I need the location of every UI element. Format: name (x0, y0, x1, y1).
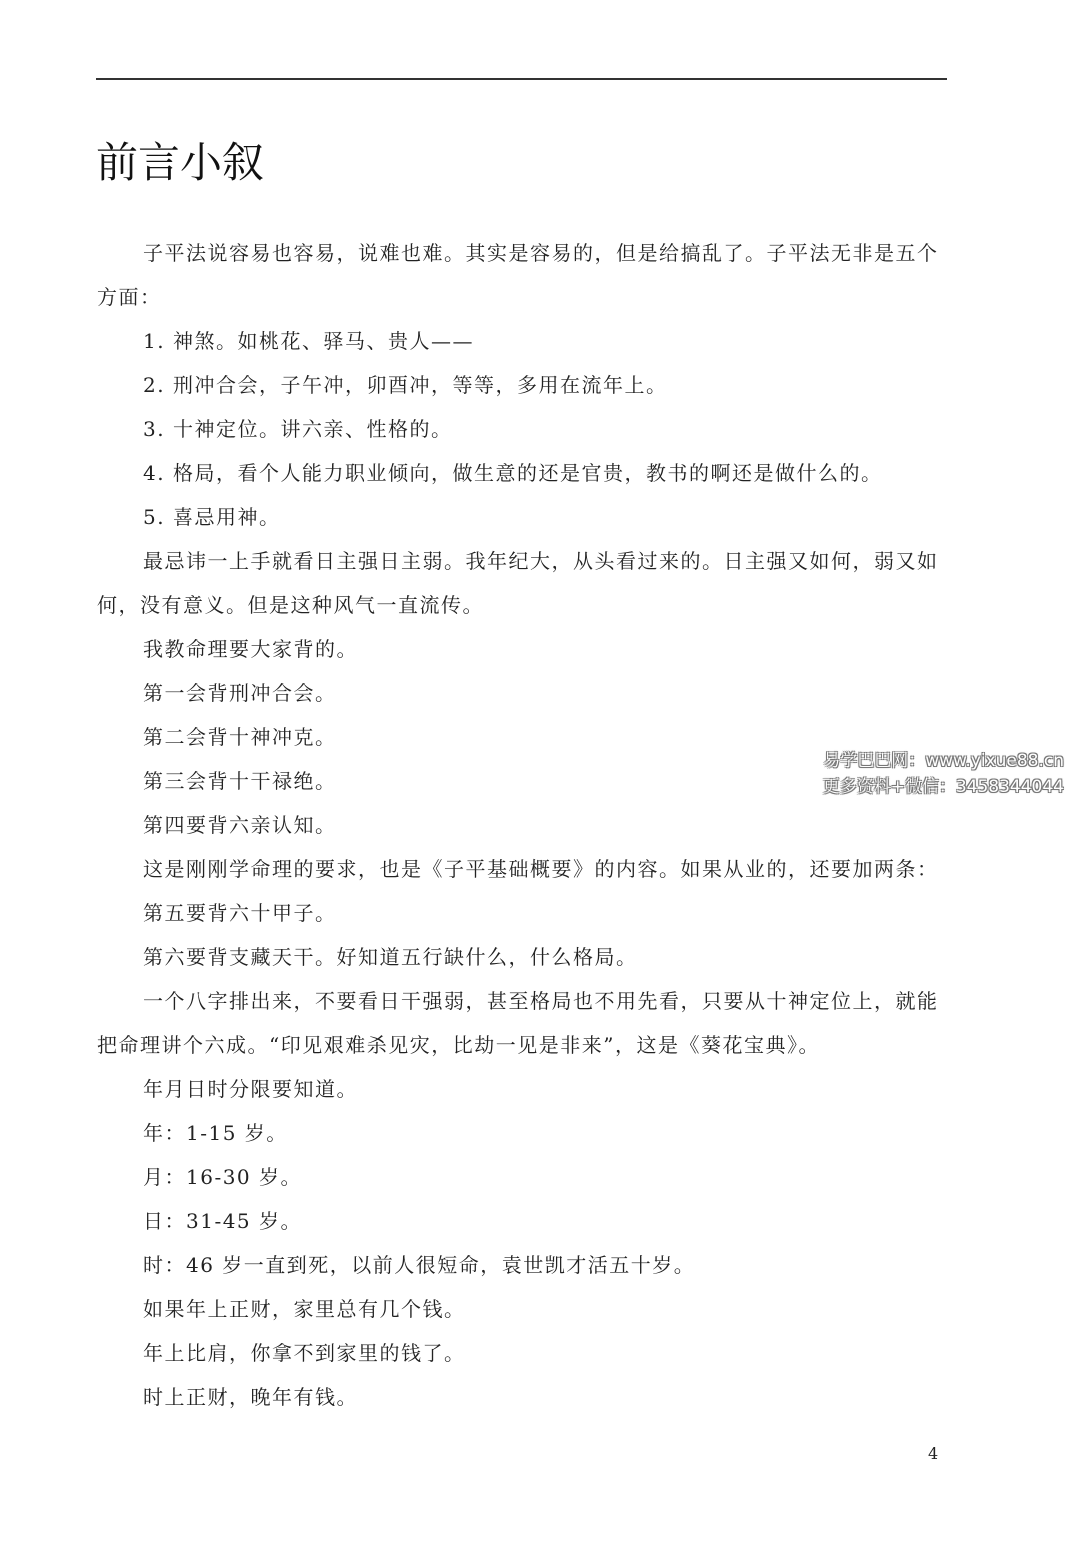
paragraph: 第二会背十神冲克。 (143, 725, 337, 749)
paragraph: 最忌讳一上手就看日主强日主弱。我年纪大，从头看过来的。日主强又如何，弱又如何，没有意义。但是这种风气一直流传。 (97, 549, 939, 617)
paragraph: 3. 十神定位。讲六亲、性格的。 (143, 417, 453, 441)
paragraph: 如果年上正财，家里总有几个钱。 (143, 1297, 466, 1321)
paragraph: 年：1-15 岁。 (143, 1121, 288, 1145)
paragraph: 第三会背十干禄绝。 (143, 769, 337, 793)
paragraph: 时上正财，晚年有钱。 (143, 1385, 358, 1409)
paragraph: 第六要背支藏天干。好知道五行缺什么，什么格局。 (143, 945, 638, 969)
body-text (97, 231, 949, 1419)
watermark-contact: 更多资料+微信：3458344044 (822, 777, 1064, 797)
paragraph: 我教命理要大家背的。 (143, 637, 358, 661)
paragraph: 月：16-30 岁。 (143, 1165, 303, 1189)
paragraph: 4. 格局，看个人能力职业倾向，做生意的还是官贵，教书的啊还是做什么的。 (143, 461, 883, 485)
paragraph: 第一会背刑冲合会。 (143, 681, 337, 705)
paragraph: 子平法说容易也容易，说难也难。其实是容易的，但是给搞乱了。子平法无非是五个方面： (97, 241, 939, 309)
paragraph: 年月日时分限要知道。 (143, 1077, 358, 1101)
paragraph: 1. 神煞。如桃花、驿马、贵人—— (143, 329, 474, 353)
paragraph: 时：46 岁一直到死，以前人很短命，袁世凯才活五十岁。 (143, 1253, 696, 1277)
paragraph: 第四要背六亲认知。 (143, 813, 337, 837)
paragraph: 2. 刑冲合会，子午冲，卯酉冲，等等，多用在流年上。 (143, 373, 668, 397)
paragraph: 第五要背六十甲子。 (143, 901, 337, 925)
paragraph: 年上比肩，你拿不到家里的钱了。 (143, 1341, 466, 1365)
header-rule (96, 78, 947, 80)
paragraph: 这是刚刚学命理的要求，也是《子平基础概要》的内容。如果从业的，还要加两条： (143, 857, 939, 881)
page-number: 4 (928, 1444, 939, 1463)
paragraph: 日：31-45 岁。 (143, 1209, 303, 1233)
page-title: 前言小叙 (96, 138, 265, 187)
watermark (823, 748, 1064, 800)
watermark-site: 易学巴巴网：www.yixue88.cn (823, 751, 1064, 771)
paragraph: 一个八字排出来，不要看日干强弱，甚至格局也不用先看，只要从十神定位上，就能把命理讲个六成。“印见艰难杀见灾，比劫一见是非来”，这是《葵花宝典》。 (97, 989, 939, 1057)
paragraph: 5. 喜忌用神。 (143, 505, 281, 529)
